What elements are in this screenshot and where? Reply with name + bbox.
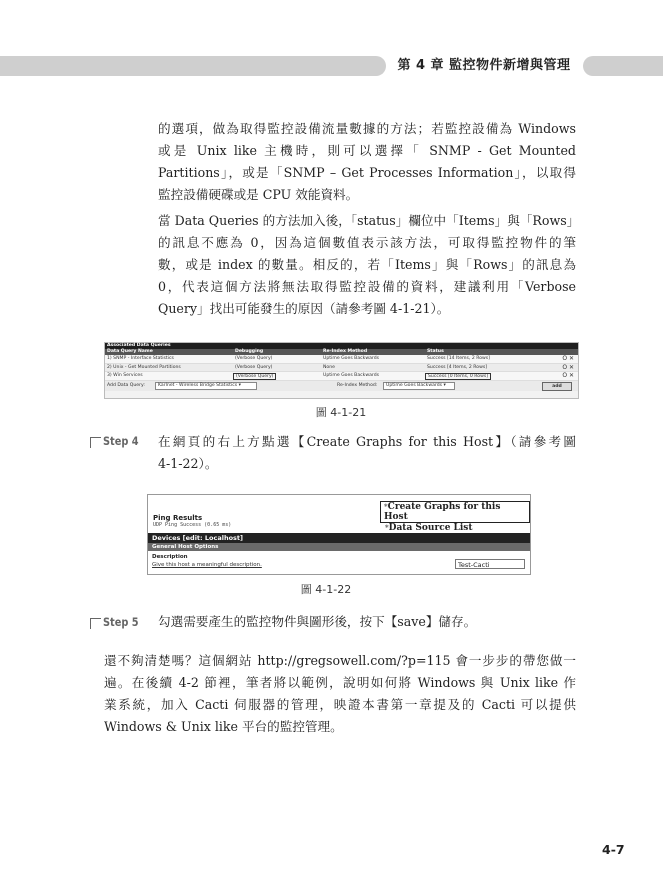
text-line: 的訊息不應為 0，因為這個數值表示該方法，可取得監控物件的筆	[158, 235, 576, 250]
figure-host-page	[147, 494, 531, 575]
query-name[interactable]: 3) Win Services	[107, 373, 143, 378]
select-value: Karlnet - Wireless Bridge Statistics	[158, 383, 238, 388]
text-line: 當 Data Queries 的方法加入後，「status」欄位中「Items」與「Rows」	[158, 213, 580, 228]
reindex-label: Re-Index Method:	[337, 382, 378, 388]
add-query-select[interactable]: Karlnet - Wireless Bridge Statistics ▾	[155, 382, 257, 390]
row-action-icons[interactable]: O ✕	[562, 372, 574, 379]
text-line: 的選項，做為取得監控設備流量數據的方法；若監控設備為 Windows	[158, 121, 576, 136]
status: Success [0 Items, 0 Rows]	[425, 373, 491, 380]
step-5-badge	[90, 615, 145, 629]
query-name[interactable]: 2) Unix - Get Mounted Partitions	[107, 364, 181, 370]
link-label: Create Graphs for this Host	[384, 502, 501, 522]
status: Success [14 Items, 2 Rows]	[427, 356, 490, 361]
description-label: Description	[152, 554, 188, 560]
bullet-icon: *	[385, 523, 389, 532]
verbose-query-link[interactable]: (Verbose Query)	[233, 373, 276, 380]
step-arrow-icon	[90, 618, 101, 629]
add-query-row	[105, 381, 578, 391]
text-line: 0，代表這個方法將無法取得監控設備的資料，建議利用「Verbose	[158, 279, 576, 294]
select-value: Uptime Goes Backwards	[386, 383, 443, 388]
chapter-header	[386, 52, 582, 80]
paragraph-3	[104, 650, 576, 738]
text-line: 在網頁的右上方點選【Create Graphs for this Host】（請參考圖	[158, 434, 576, 449]
step-label: Step 4	[103, 434, 139, 448]
column-header: Data Query Name	[107, 349, 153, 354]
text-line: 遍。在後續 4-2 節裡，筆者將以範例，說明如何將 Windows 與 Unix like 作	[104, 675, 576, 690]
paragraph-1	[158, 118, 576, 206]
query-name[interactable]: 1) SNMP - Interface Statistics	[107, 356, 174, 361]
reindex-select[interactable]: Uptime Goes Backwards ▾	[383, 382, 455, 390]
create-graphs-link[interactable]	[380, 501, 530, 523]
text-line: 還不夠清楚嗎？這個網站 http://gregsowell.com/?p=115 會一步步的帶您做一	[104, 653, 576, 668]
text-line: Partitions」，或是「SNMP – Get Processes Information」，以取得	[158, 165, 576, 180]
devices-bar: Devices [edit: Localhost]	[148, 533, 530, 543]
table-title: Associated Data Queries	[105, 343, 578, 349]
text-line: 4-1-22）。	[158, 456, 218, 471]
verbose-query-link[interactable]: (Verbose Query)	[235, 356, 273, 361]
text-line: 或是 Unix like 主機時，則可以選擇「 SNMP - Get Mounted	[158, 143, 576, 158]
step-4-text	[158, 431, 576, 475]
header-bar-right	[583, 56, 663, 76]
text-line: Windows & Unix like 平台的監控管理。	[104, 719, 343, 734]
header-bar-left	[0, 56, 386, 76]
column-header: Re-Index Method	[323, 349, 368, 354]
table-row	[105, 372, 578, 381]
add-query-label: Add Data Query:	[107, 382, 145, 388]
row-action-icons[interactable]: O ✕	[562, 355, 574, 362]
verbose-query-link[interactable]: (Verbose Query)	[235, 364, 273, 370]
text-line: 數，或是 index 的數量。相反的，若「Items」與「Rows」的訊息為	[158, 257, 576, 272]
table-row	[105, 364, 578, 373]
text-line: 監控設備硬碟或是 CPU 效能資料。	[158, 187, 359, 202]
reindex-method: None	[323, 364, 335, 370]
table-row	[105, 355, 578, 364]
row-action-icons[interactable]: O ✕	[562, 363, 574, 371]
description-hint: Give this host a meaningful description.	[152, 562, 262, 568]
figure-caption: 圖 4-1-22	[300, 583, 352, 596]
figure-associated-data-queries	[104, 342, 579, 399]
text-line: Query」找出可能發生的原因（請參考圖 4-1-21）。	[158, 301, 450, 316]
step-label: Step 5	[103, 615, 139, 629]
general-options-bar: General Host Options	[148, 543, 530, 551]
link-label: Data Source List	[388, 523, 473, 533]
column-header: Status	[427, 349, 444, 354]
text-line: 業系統，加入 Cacti 伺服器的管理，映證本書第一章提及的 Cacti 可以提供	[104, 697, 576, 712]
data-source-list-link[interactable]	[385, 523, 473, 533]
add-button[interactable]: add	[542, 382, 572, 391]
chapter-title: 第 4 章 監控物件新增與管理	[397, 58, 571, 73]
figure-caption: 圖 4-1-21	[315, 406, 367, 419]
ping-results-detail: UDP Ping Success (0.65 ms)	[153, 522, 232, 528]
status: Success [4 Items, 2 Rows]	[427, 364, 488, 370]
page-number: 4-7	[602, 842, 625, 857]
ping-results-title: Ping Results	[153, 514, 203, 522]
description-input[interactable]: Test-Cacti	[455, 559, 525, 569]
column-header: Debugging	[235, 349, 264, 354]
step-5-text	[158, 611, 576, 633]
step-4-badge	[90, 434, 145, 448]
step-arrow-icon	[90, 437, 101, 448]
reindex-method: Uptime Goes Backwards	[323, 356, 380, 361]
reindex-method: Uptime Goes Backwards	[323, 373, 380, 378]
bullet-icon: *	[384, 502, 388, 511]
text-line: 勾選需要產生的監控物件與圖形後，按下【save】儲存。	[158, 614, 477, 629]
paragraph-2	[158, 210, 580, 320]
